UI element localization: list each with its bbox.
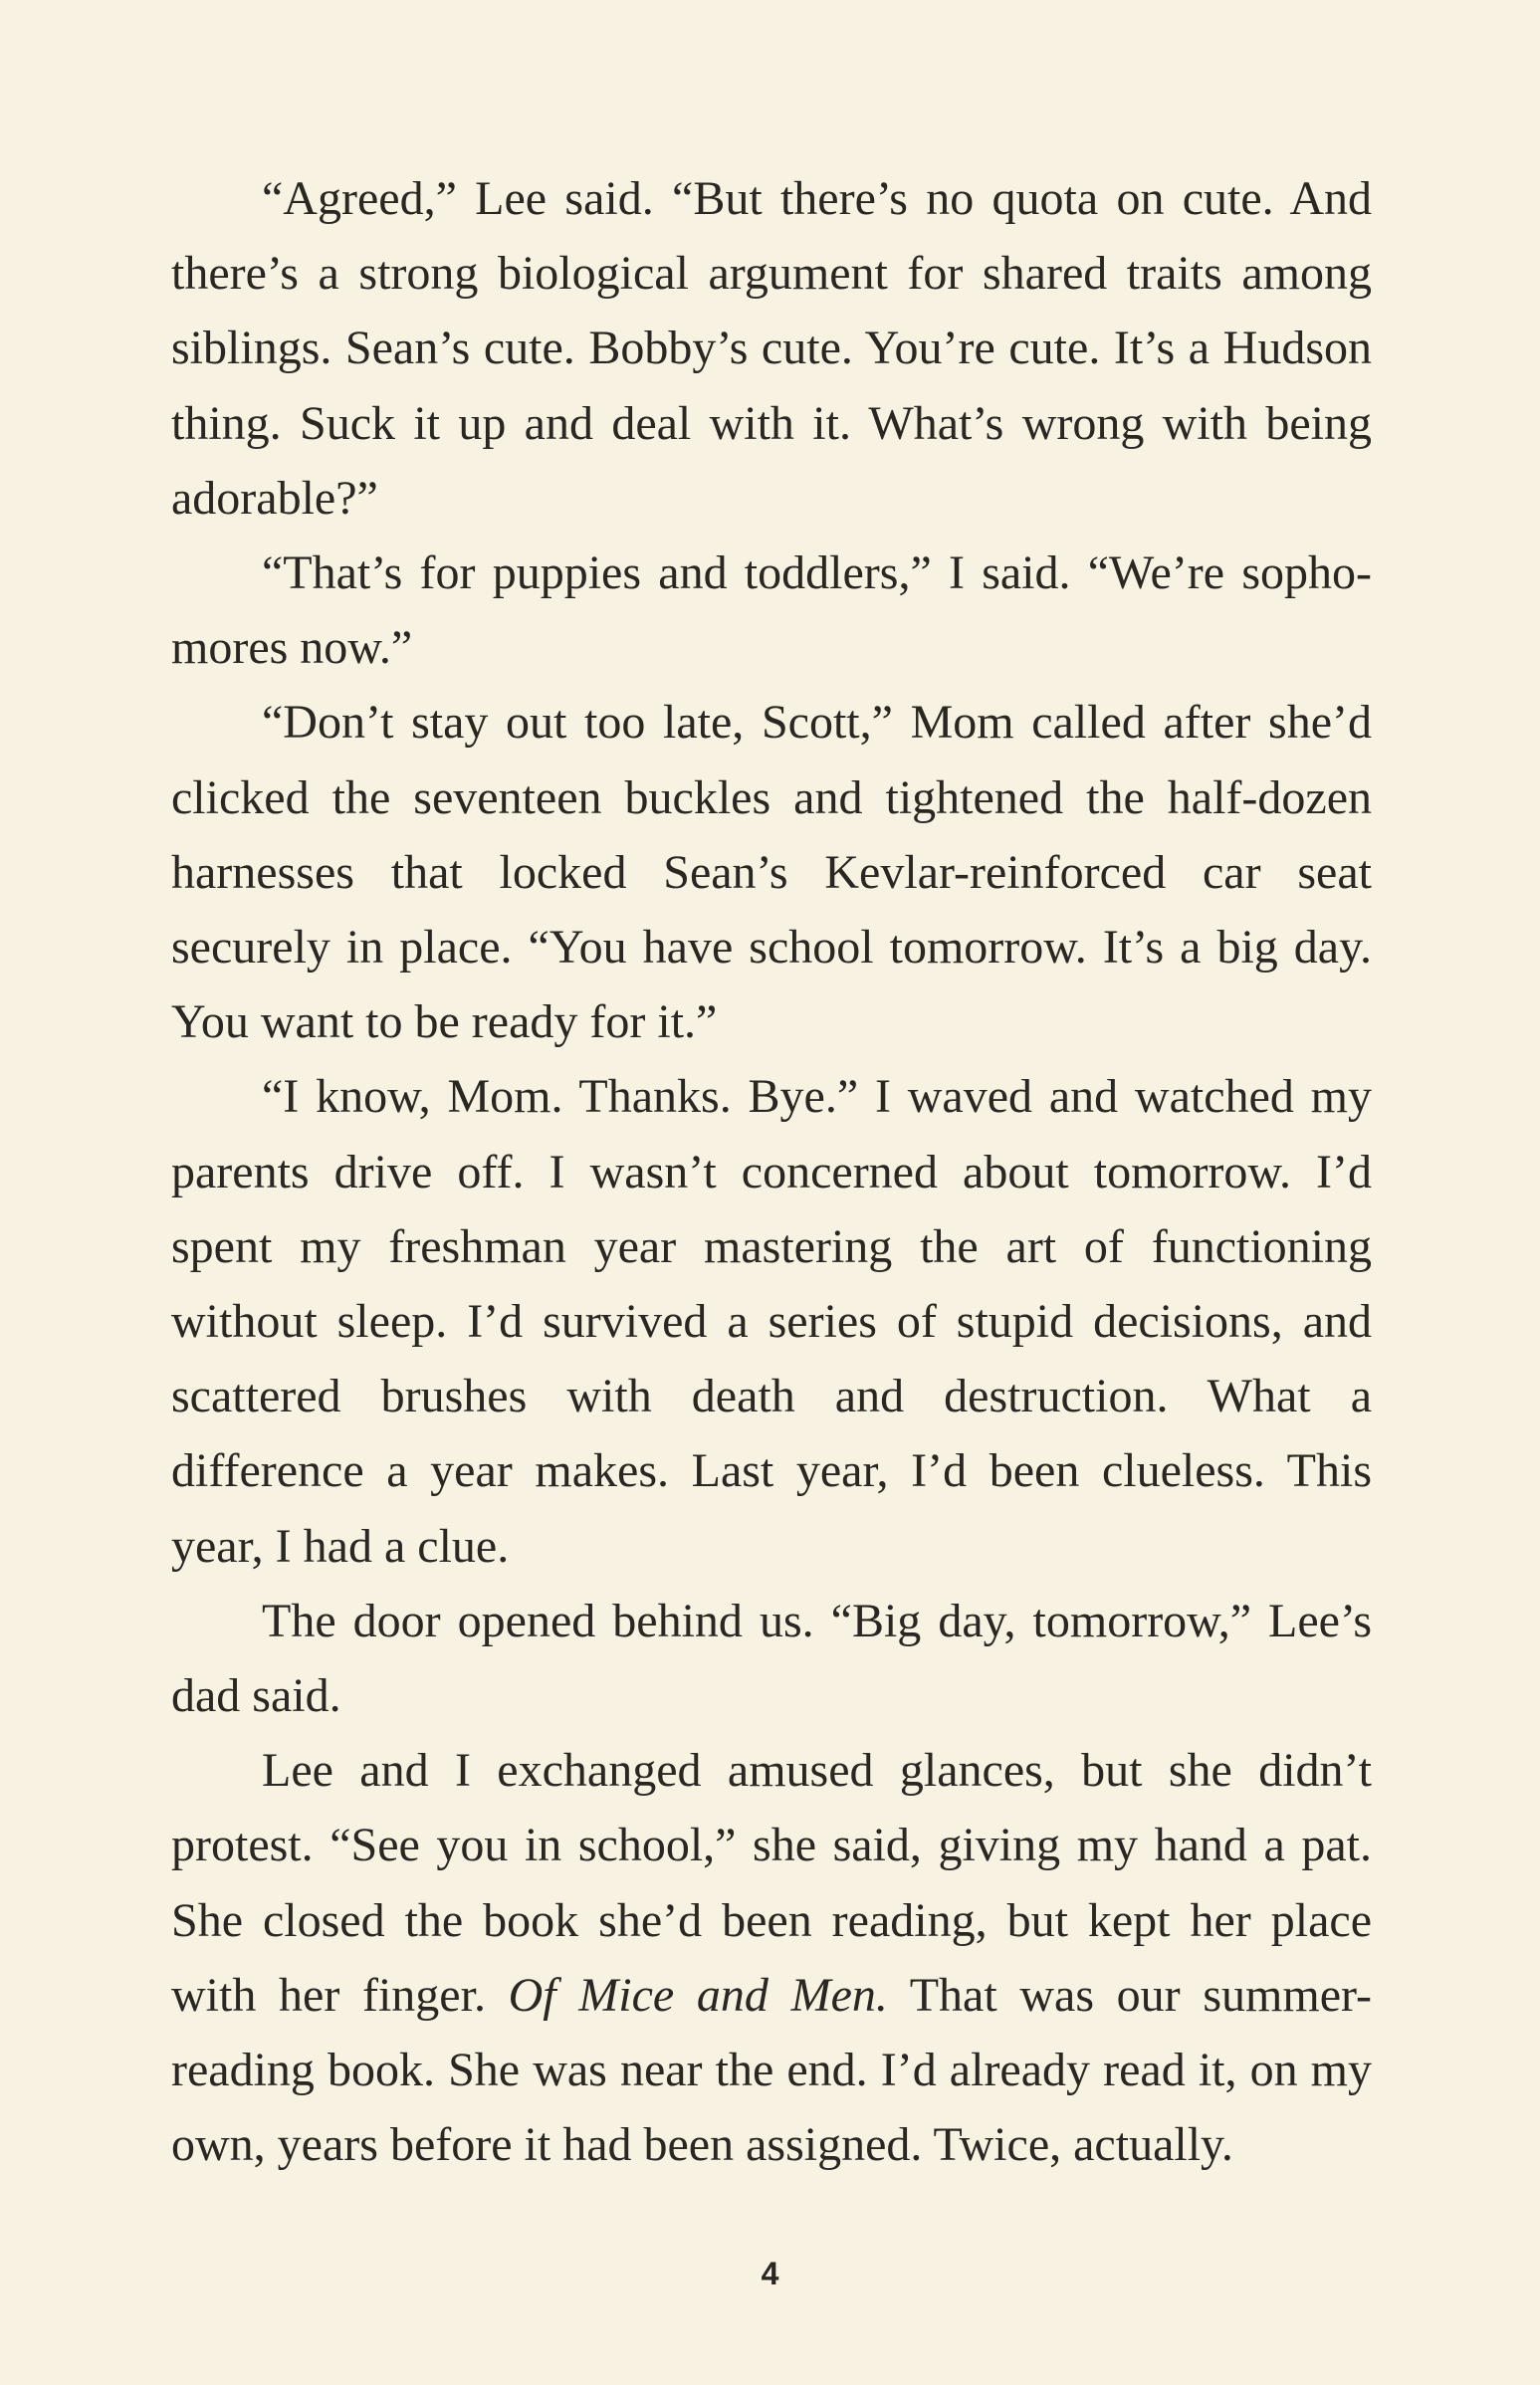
paragraph-agreed: “Agreed,” Lee said. “But there’s no quota on cute. And there’s a strong biological argument for shared traits among siblings. Sean’s cute. Bobby’s cute. You’re cute. It’s a Hudson thing. Suck it up and deal with it. What’s wrong with being adorable?” xyxy=(171,172,1372,525)
paragraph-exchanged-glances xyxy=(171,1733,1372,2182)
body-text xyxy=(171,161,1372,2182)
book-title: Of Mice and Men. xyxy=(508,1968,888,2022)
page-number: 4 xyxy=(761,2256,779,2291)
paragraph-text-after-title: That was our summer-reading book. She was near the end. I’d already read it, on my own, years before it had been assigned. Twice, actually. xyxy=(171,1968,1372,2172)
paragraph-mom-called: “Don’t stay out too late, Scott,” Mom called after she’d clicked the seventeen buckles and tightened the half-dozen harnesses that locked Sean’s Kevlar-reinforced car seat securely in place. “You have school tomorrow. It’s a big day. You want to be ready for it.” xyxy=(171,696,1372,1049)
paragraph-puppies: “That’s for puppies and toddlers,” I said. “We’re sophomores now.” xyxy=(171,546,1372,675)
paragraph-i-know-mom: “I know, Mom. Thanks. Bye.” I waved and watched my parents drive off. I wasn’t concerned about tomorrow. I’d spent my freshman year mastering the art of functioning without sleep. I’d survived a series of stupid decisions, and scattered brushes with death and destruction. What a difference a year makes. Last year, I’d been clueless. This year, I had a clue. xyxy=(171,1070,1372,1573)
paragraph-door-opened: The door opened behind us. “Big day, tomorrow,” Lee’s dad said. xyxy=(171,1594,1372,1723)
paragraph-text-before-title: Lee and I exchanged amused glances, but she didn’t protest. “See you in school,” she said, giving my hand a pat. She closed the book she’d been reading, but kept her place with her finger. xyxy=(171,1744,1372,2022)
